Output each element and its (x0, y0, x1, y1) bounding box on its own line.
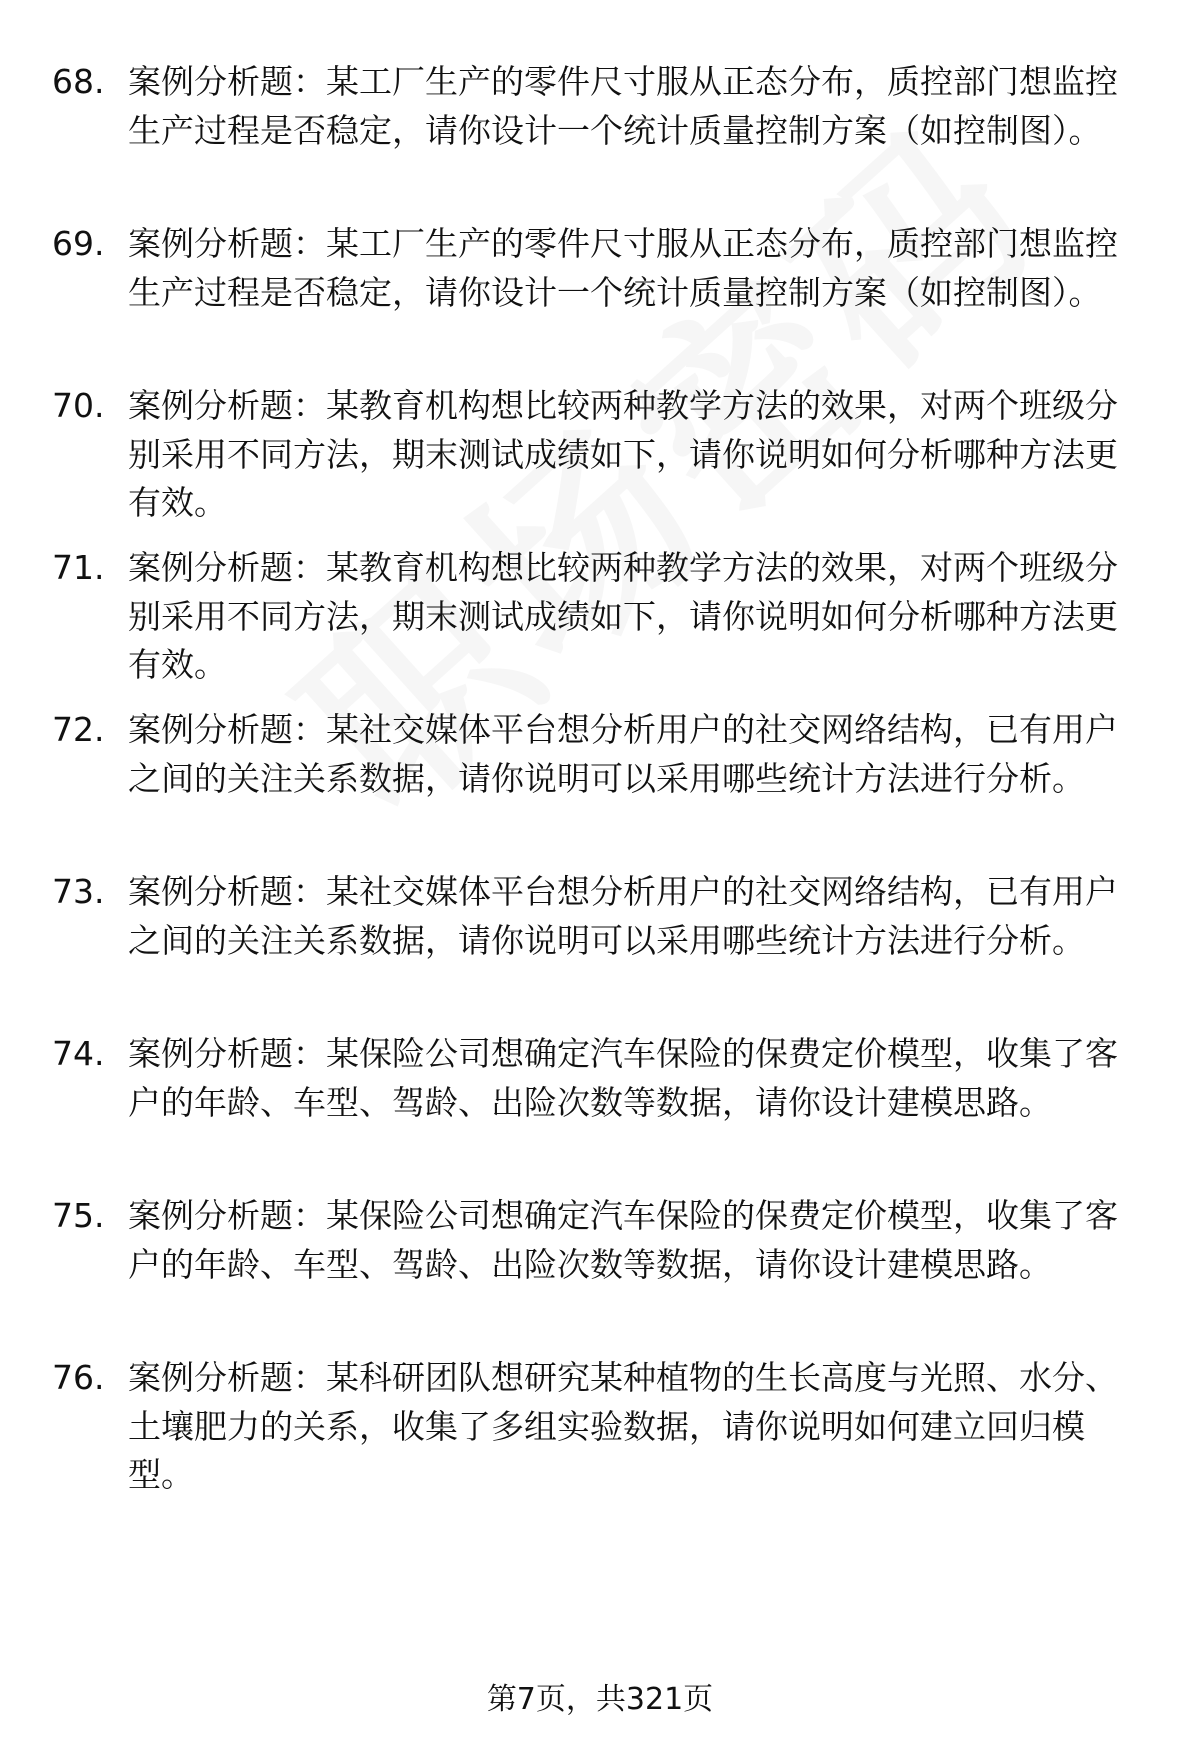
question-number: 75. (52, 1196, 105, 1235)
question-item (0, 58, 1200, 218)
question-text: 案例分析题：某科研团队想研究某种植物的生长高度与光照、水分、土壤肥力的关系，收集了多组实验数据，请你说明如何建立回归模型。 (128, 1358, 1118, 1494)
question-item (0, 544, 1200, 704)
question-item (0, 1192, 1200, 1352)
question-number: 70. (52, 386, 105, 425)
question-text: 案例分析题：某保险公司想确定汽车保险的保费定价模型，收集了客户的年龄、车型、驾龄、出险次数等数据，请你设计建模思路。 (128, 1034, 1118, 1122)
question-number: 76. (52, 1358, 105, 1397)
page-number-label: 第7页，共321页 (486, 1682, 714, 1717)
question-item (0, 1354, 1200, 1514)
question-text: 案例分析题：某社交媒体平台想分析用户的社交网络结构，已有用户之间的关注关系数据，请你说明可以采用哪些统计方法进行分析。 (128, 710, 1118, 798)
question-text: 案例分析题：某工厂生产的零件尺寸服从正态分布，质控部门想监控生产过程是否稳定，请你设计一个统计质量控制方案（如控制图）。 (128, 224, 1118, 312)
question-text: 案例分析题：某工厂生产的零件尺寸服从正态分布，质控部门想监控生产过程是否稳定，请你设计一个统计质量控制方案（如控制图）。 (128, 62, 1118, 150)
question-item (0, 868, 1200, 1028)
question-number: 68. (52, 62, 105, 101)
question-item (0, 1030, 1200, 1190)
question-number: 73. (52, 872, 105, 911)
question-text: 案例分析题：某教育机构想比较两种教学方法的效果，对两个班级分别采用不同方法，期末测试成绩如下，请你说明如何分析哪种方法更有效。 (128, 386, 1118, 522)
question-number: 72. (52, 710, 105, 749)
question-item (0, 706, 1200, 866)
question-text: 案例分析题：某教育机构想比较两种教学方法的效果，对两个班级分别采用不同方法，期末测试成绩如下，请你说明如何分析哪种方法更有效。 (128, 548, 1118, 684)
question-text: 案例分析题：某保险公司想确定汽车保险的保费定价模型，收集了客户的年龄、车型、驾龄、出险次数等数据，请你设计建模思路。 (128, 1196, 1118, 1284)
question-item (0, 220, 1200, 380)
question-text: 案例分析题：某社交媒体平台想分析用户的社交网络结构，已有用户之间的关注关系数据，请你说明可以采用哪些统计方法进行分析。 (128, 872, 1118, 960)
question-number: 74. (52, 1034, 105, 1073)
question-item (0, 382, 1200, 542)
page-footer (0, 1680, 1200, 1720)
question-number: 71. (52, 548, 105, 587)
question-number: 69. (52, 224, 105, 263)
